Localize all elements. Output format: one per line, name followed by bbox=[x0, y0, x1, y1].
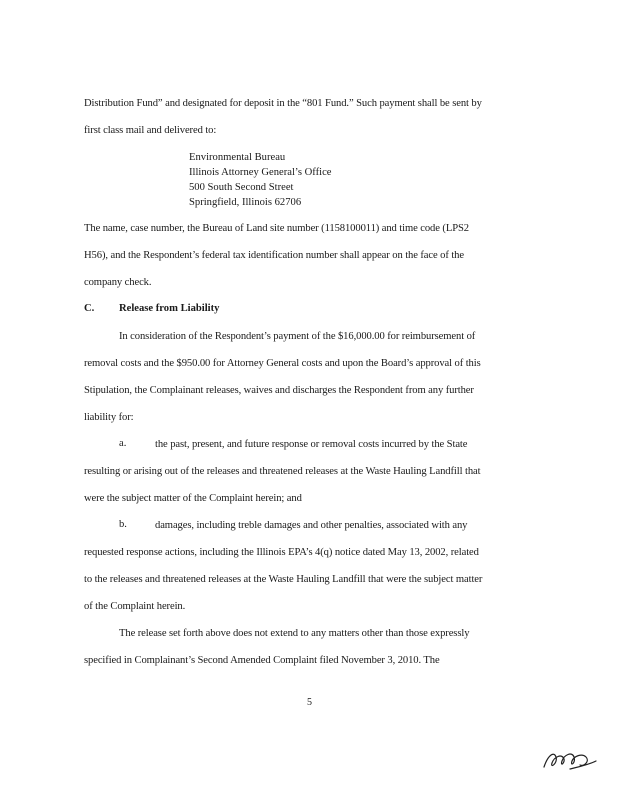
body-line: liability for: bbox=[84, 412, 134, 423]
body-line: The name, case number, the Bureau of Land site number (1158100011) and time code (LPS2 bbox=[84, 223, 469, 234]
body-line: resulting or arising out of the releases and threatened releases at the Waste Hauling Landfill that bbox=[84, 466, 481, 477]
body-line: H56), and the Respondent’s federal tax identification number shall appear on the face of the bbox=[84, 250, 464, 261]
body-line: damages, including treble damages and other penalties, associated with any bbox=[155, 520, 468, 531]
address-line: Springfield, Illinois 62706 bbox=[189, 197, 302, 208]
initials-signature bbox=[540, 745, 600, 775]
body-line: first class mail and delivered to: bbox=[84, 125, 217, 136]
page-number: 5 bbox=[307, 697, 312, 708]
section-letter: C. bbox=[84, 303, 95, 314]
body-line: The release set forth above does not extend to any matters other than those expressly bbox=[119, 628, 470, 639]
body-line: specified in Complainant’s Second Amended Complaint filed November 3, 2010. The bbox=[84, 655, 440, 666]
body-line: of the Complaint herein. bbox=[84, 601, 186, 612]
section-title: Release from Liability bbox=[119, 303, 220, 314]
address-line: Environmental Bureau bbox=[189, 152, 286, 163]
address-line: Illinois Attorney General’s Office bbox=[189, 167, 332, 178]
item-b-label: b. bbox=[119, 519, 127, 530]
address-line: 500 South Second Street bbox=[189, 182, 294, 193]
item-a-label: a. bbox=[119, 438, 127, 449]
body-line: the past, present, and future response or removal costs incurred by the State bbox=[155, 439, 468, 450]
body-line: In consideration of the Respondent’s payment of the $16,000.00 for reimbursement of bbox=[119, 331, 476, 342]
body-line: Distribution Fund” and designated for deposit in the “801 Fund.” Such payment shall be sent by bbox=[84, 98, 482, 109]
body-line: requested response actions, including the Illinois EPA’s 4(q) notice dated May 13, 2002, related bbox=[84, 547, 479, 558]
body-line: Stipulation, the Complainant releases, waives and discharges the Respondent from any further bbox=[84, 385, 474, 396]
body-line: to the releases and threatened releases at the Waste Hauling Landfill that were the subject matter bbox=[84, 574, 483, 585]
body-line: were the subject matter of the Complaint herein; and bbox=[84, 493, 302, 504]
body-line: removal costs and the $950.00 for Attorney General costs and upon the Board’s approval of this bbox=[84, 358, 481, 369]
body-line: company check. bbox=[84, 277, 152, 288]
